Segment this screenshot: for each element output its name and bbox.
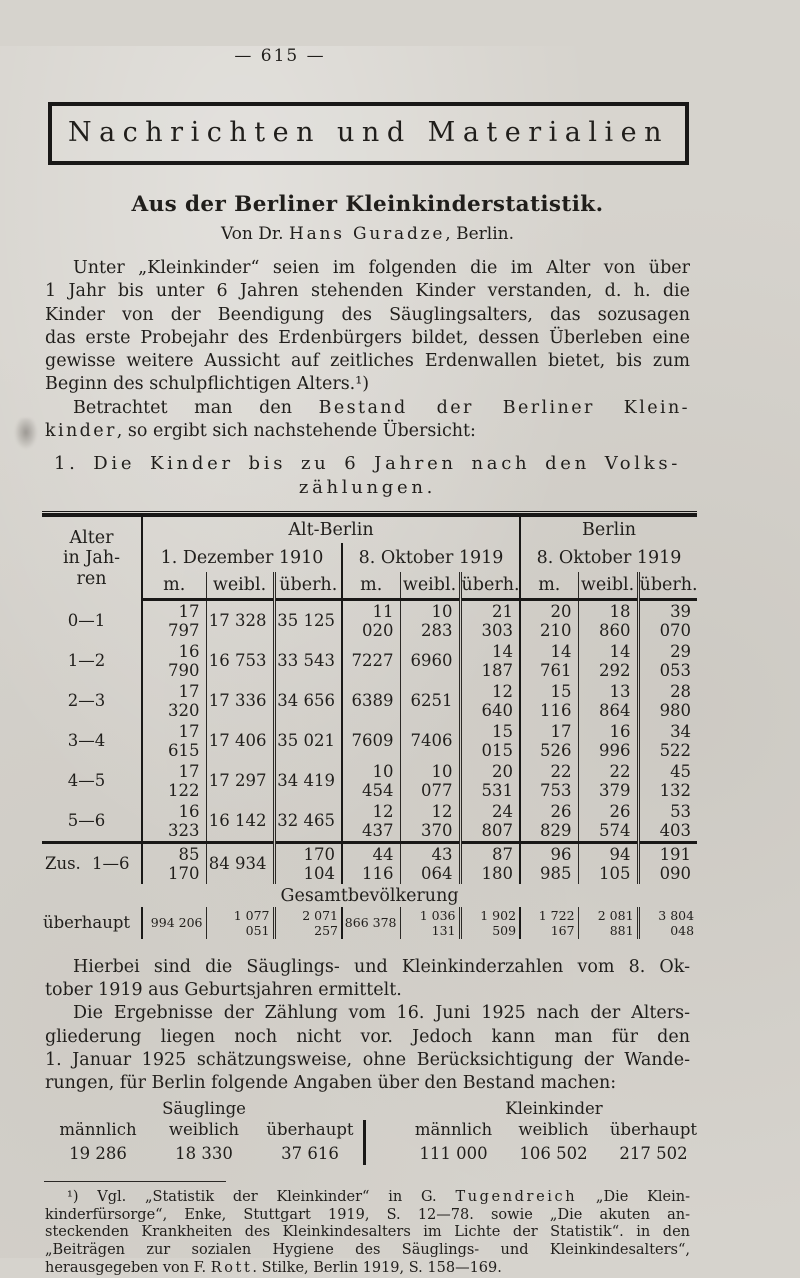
value-cell: 12 370 <box>400 801 460 843</box>
value-cell: 32 465 <box>274 801 342 843</box>
value-cell: 17 797 <box>142 599 206 641</box>
age-label-cell: 4—5 <box>67 771 106 791</box>
age-header-line: in Jah- <box>62 548 121 569</box>
text-run: Betrachtet man den <box>73 397 319 418</box>
value-cell: 16 142 <box>206 801 274 843</box>
value-cell: 33 543 <box>274 641 342 681</box>
text-line: gliederung liegen noch nicht vor. Jedoch kann man für den <box>45 1026 690 1047</box>
census-date-header: 1. Dezember 1910 <box>142 543 342 572</box>
column-label: überhaupt <box>609 1119 698 1139</box>
text-run: „Beiträgen zur sozialen Hygiene des Säuglings- und Kleinkindesalters“, <box>45 1242 690 1259</box>
text-run: ¹) Vgl. „Statistik der Kleinkinder“ in G. <box>67 1188 456 1205</box>
value-cell: 111 000 <box>419 1143 488 1163</box>
estimates-titles <box>45 1099 705 1118</box>
population-row <box>42 907 697 939</box>
section-banner-title: Nachrichten und Materialien <box>67 117 670 148</box>
value-cell: 16 790 <box>142 641 206 681</box>
value-cell: 1 036 131 <box>400 907 460 939</box>
text-run: . Stilke, Berlin 1919, S. 158—169. <box>252 1260 502 1277</box>
byline <box>45 224 690 244</box>
page-number: — 615 — <box>234 46 326 66</box>
text-line: Hierbei sind die Säuglings- und Kleinkinderzahlen vom 8. Ok- <box>73 956 690 977</box>
section-heading-line: 1. Die Kinder bis zu 6 Jahren nach den Volks- <box>53 453 682 475</box>
value-cell: 22 379 <box>578 761 638 801</box>
age-label-cell: 1—2 <box>67 651 106 671</box>
value-cell: 17 615 <box>142 721 206 761</box>
value-cell: 87 180 <box>460 842 520 884</box>
value-cell: m. <box>520 572 578 599</box>
footnote <box>45 1189 690 1278</box>
value-cell: 45 132 <box>638 761 697 801</box>
text-line: tober 1919 aus Geburtsjahren ermittelt. <box>45 980 402 1001</box>
value-cell: 14 187 <box>460 641 520 681</box>
value-cell: 94 105 <box>578 842 638 884</box>
totals-row <box>42 842 697 884</box>
census-date-header: 8. Oktober 1919 <box>520 543 697 572</box>
value-cell: m. <box>342 572 400 599</box>
value-cell: 17 406 <box>206 721 274 761</box>
value-cell: 170 104 <box>274 842 342 884</box>
byline-suffix: , Berlin. <box>445 224 515 244</box>
value-cell: 16 753 <box>206 641 274 681</box>
value-cell: 2 081 881 <box>578 907 638 939</box>
value-cell: 28 980 <box>638 681 697 721</box>
age-row <box>42 641 697 681</box>
value-cell: 96 985 <box>520 842 578 884</box>
text-line: gewisse weitere Aussicht auf zeitliches Erdenwallen bietet, bis zum <box>45 351 690 372</box>
value-cell: 43 064 <box>400 842 460 884</box>
article-title: Aus der Berliner Kleinkinderstatistik. <box>131 192 604 217</box>
text-line: rungen, für Berlin folgende Angaben über den Bestand machen: <box>45 1073 617 1094</box>
text-run: „Die Klein- <box>577 1188 690 1205</box>
table-body <box>42 599 697 842</box>
value-cell: 13 864 <box>578 681 638 721</box>
footnote-line <box>45 1189 690 1207</box>
value-cell: 1 902 509 <box>460 907 520 939</box>
value-cell: 14 761 <box>520 641 578 681</box>
journal-page <box>0 46 800 1278</box>
saeuglinge-columns <box>45 1118 363 1166</box>
gesamt-label: Gesamtbevölkerung <box>280 886 459 907</box>
value-cell: 6960 <box>400 641 460 681</box>
author-name: Hans Guradze <box>288 224 446 244</box>
age-label-cell: 0—1 <box>67 610 106 630</box>
value-cell: 12 640 <box>460 681 520 721</box>
value-cell: 17 328 <box>206 599 274 641</box>
group-header-alt-berlin: Alt-Berlin <box>142 517 520 543</box>
spaced-text: Rott <box>210 1260 253 1277</box>
value-cell: 994 206 <box>142 907 206 939</box>
section-heading <box>45 452 690 500</box>
column-label: weiblich <box>518 1119 589 1139</box>
spaced-text: kinder <box>45 421 117 442</box>
spaced-text: Tugendreich <box>455 1188 578 1205</box>
text-run: steckenden Krankheiten des Kleinkindesalters im Lichte der Statistik“. in den <box>45 1224 690 1241</box>
age-row <box>42 761 697 801</box>
value-cell: 10 077 <box>400 761 460 801</box>
value-cell: 3 804 048 <box>638 907 697 939</box>
value-cell: 35 125 <box>274 599 342 641</box>
value-cell: 26 829 <box>520 801 578 843</box>
value-cell: 21 303 <box>460 599 520 641</box>
age-label-cell: 2—3 <box>67 691 106 711</box>
value-cell: 53 403 <box>638 801 697 843</box>
ink-smudge <box>14 418 38 450</box>
value-cell: weibl. <box>578 572 638 599</box>
age-header-line: ren <box>76 568 107 589</box>
footnote-line <box>45 1260 690 1278</box>
paragraph-definition <box>45 257 690 397</box>
group-header-berlin: Berlin <box>520 517 697 543</box>
value-cell: 217 502 <box>619 1143 688 1163</box>
value-cell: überh. <box>638 572 697 599</box>
value-cell: 191 090 <box>638 842 697 884</box>
text-line: Kinder von der Beendigung des Säuglingsalters, das sozusagen <box>45 304 690 325</box>
table-header-row <box>42 517 697 543</box>
value-cell: 84 934 <box>206 842 274 884</box>
text-run: , so ergibt sich nachstehende Übersicht: <box>116 421 476 442</box>
value-cell: 17 122 <box>142 761 206 801</box>
value-cell: 17 336 <box>206 681 274 721</box>
footnote-rule <box>44 1181 226 1182</box>
value-cell: 44 116 <box>342 842 400 884</box>
value-cell: 7227 <box>342 641 400 681</box>
value-cell: 17 526 <box>520 721 578 761</box>
value-cell: 10 454 <box>342 761 400 801</box>
value-cell: 24 807 <box>460 801 520 843</box>
age-row <box>42 801 697 843</box>
value-cell: 7609 <box>342 721 400 761</box>
value-cell: 85 170 <box>142 842 206 884</box>
value-cell: 17 297 <box>206 761 274 801</box>
row-label-cell: Zus. 1—6 <box>42 842 142 884</box>
value-cell: 29 053 <box>638 641 697 681</box>
value-cell: weibl. <box>206 572 274 599</box>
value-cell: 11 020 <box>342 599 400 641</box>
paragraph-hierbei <box>45 956 690 1003</box>
value-cell: 22 753 <box>520 761 578 801</box>
footnote-line <box>45 1224 690 1242</box>
value-cell: 16 323 <box>142 801 206 843</box>
value-cell: 37 616 <box>281 1143 339 1163</box>
age-label-cell: 5—6 <box>67 811 106 831</box>
text-line: 1. Januar 1925 schätzungsweise, ohne Berücksichtigung der Wande- <box>45 1050 690 1071</box>
value-cell: 106 502 <box>519 1143 588 1163</box>
column-label: männlich <box>59 1119 137 1139</box>
text-line <box>45 420 690 443</box>
section-banner <box>48 102 689 165</box>
value-cell: 6251 <box>400 681 460 721</box>
value-cell: 34 656 <box>274 681 342 721</box>
age-header-line: Alter <box>69 527 114 548</box>
value-cell: m. <box>142 572 206 599</box>
text-run: herausgegeben von F. <box>45 1260 211 1277</box>
column-label: männlich <box>414 1119 493 1139</box>
age-column-header <box>42 517 142 599</box>
estimates-body <box>45 1118 705 1166</box>
value-cell: 34 419 <box>274 761 342 801</box>
value-cell: überh. <box>460 572 520 599</box>
estimates-block <box>45 1099 705 1166</box>
text-line: 1 Jahr bis unter 6 Jahren stehenden Kinder verstanden, d. h. die <box>45 281 690 302</box>
kleinkinder-title: Kleinkinder <box>505 1098 603 1118</box>
table-summary <box>42 842 697 939</box>
footnote-line <box>45 1242 690 1260</box>
value-cell: 7406 <box>400 721 460 761</box>
value-cell: 1 077 051 <box>206 907 274 939</box>
spaced-text: Bestand der Berliner Klein- <box>318 397 690 418</box>
row-label-cell: überhaupt <box>42 913 131 933</box>
column-label: überhaupt <box>266 1119 354 1139</box>
value-cell: 26 574 <box>578 801 638 843</box>
value-cell: 20 531 <box>460 761 520 801</box>
value-cell: 16 996 <box>578 721 638 761</box>
value-cell: 17 320 <box>142 681 206 721</box>
value-cell: 18 860 <box>578 599 638 641</box>
kleinkinder-columns <box>366 1118 704 1166</box>
footnote-line <box>45 1207 690 1225</box>
column-label: weiblich <box>168 1119 240 1139</box>
value-cell: 10 283 <box>400 599 460 641</box>
saeuglinge-title: Säuglinge <box>162 1098 246 1118</box>
value-cell: überh. <box>274 572 342 599</box>
value-cell: 18 330 <box>175 1143 233 1163</box>
value-cell: 39 070 <box>638 599 697 641</box>
value-cell: 2 071 257 <box>274 907 342 939</box>
value-cell: 34 522 <box>638 721 697 761</box>
age-label-cell: 3—4 <box>67 731 106 751</box>
paragraph-bestand <box>45 397 690 444</box>
age-row <box>42 721 697 761</box>
text-run: kinderfürsorge“, Enke, Stuttgart 1919, S. 12—78. sowie „Die akuten an- <box>45 1206 690 1223</box>
value-cell: 35 021 <box>274 721 342 761</box>
gesamt-row <box>42 884 697 907</box>
text-line: Die Ergebnisse der Zählung vom 16. Juni 1925 nach der Alters- <box>73 1003 690 1024</box>
value-cell: weibl. <box>400 572 460 599</box>
text-line <box>45 397 690 420</box>
value-cell: 15 015 <box>460 721 520 761</box>
value-cell: 20 210 <box>520 599 578 641</box>
statistics-table <box>42 517 697 939</box>
value-cell: 1 722 167 <box>520 907 578 939</box>
value-cell: 12 437 <box>342 801 400 843</box>
byline-prefix: Von Dr. <box>220 224 289 244</box>
census-date-header: 8. Oktober 1919 <box>342 543 520 572</box>
text-line: das erste Probejahr des Erdenbürgers bildet, dessen Überleben eine <box>45 327 690 348</box>
value-cell: 14 292 <box>578 641 638 681</box>
paragraph-ergebnisse <box>45 1002 690 1095</box>
age-row <box>42 681 697 721</box>
value-cell: 866 378 <box>342 907 400 939</box>
section-heading-line: zählungen. <box>298 477 437 499</box>
text-line: Beginn des schulpflichtigen Alters.¹) <box>45 374 370 395</box>
value-cell: 15 116 <box>520 681 578 721</box>
value-cell: 19 286 <box>69 1143 127 1163</box>
text-line: Unter „Kleinkinder“ seien im folgenden die im Alter von über <box>73 258 690 278</box>
value-cell: 6389 <box>342 681 400 721</box>
age-row <box>42 599 697 641</box>
